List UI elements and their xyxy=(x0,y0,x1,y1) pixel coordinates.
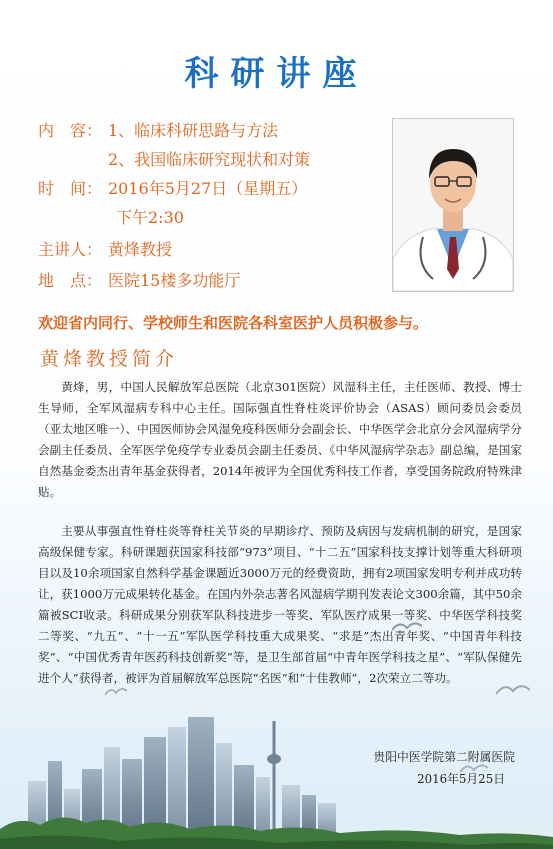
venue-label: 地 点： xyxy=(38,271,103,290)
content-row-2 xyxy=(108,147,310,173)
bio-paragraph-2: 主要从事强直性脊柱炎等脊柱关节炎的早期诊疗、预防及病因与发病机制的研究，是国家高级保健专家。科研课题获国家科技部“973”项目、“十二五”国家科技支撑计划等重大科研项目以及10余项国家自然科学基金课题近3000万元的经费资助，拥有2项国家发明专利并成功转让，获1000万元成果转化基金。在国内外杂志著名风湿病学期刊发表论文300余篇，其中50余篇被SCI收录。科研成果分别获军队科技进步一等奖、军队医疗成果一等奖、中华医学科技奖二等奖、“九五”、“十一五”军队医学科技重大成果奖、“求是”杰出青年奖、“中国青年科技奖”、“中国优秀青年医药科技创新奖”等，是卫生部首届“中青年医学科技之星”、“军队保健先进个人”获得者，被评为首届解放军总医院“名医”和“十佳教师”，2次荣立二等功。 xyxy=(38,524,522,685)
bio-paragraph-1: 黄烽，男，中国人民解放军总医院（北京301医院）风湿科主任，主任医师、教授、博士生导师，全军风湿病专科中心主任。国际强直性脊柱炎评价协会（ASAS）顾问委员会委员（亚太地区唯一）、中国医师协会风湿免疫科医师分会副会长、中华医学会北京分会风湿病学分会副主任委员、全军医学免疫学专业委员会副主任委员、《中华风湿病学杂志》副总编，是国家自然基金委杰出青年基金获得者，2014年被评为全国优秀科技工作者，享受国务院政府特殊津贴。 xyxy=(38,380,522,499)
speaker-label: 主讲人： xyxy=(38,240,103,259)
time-label: 时 间： xyxy=(38,179,103,198)
issue-date: 2016年5月25日 xyxy=(417,772,505,786)
time-date: 2016年5月27日（星期五） xyxy=(108,179,308,198)
speaker-row xyxy=(38,237,172,263)
city-skyline-illustration xyxy=(0,699,553,849)
content-row xyxy=(38,118,278,144)
content-line-2: 2、我国临床研究现状和对策 xyxy=(108,150,311,169)
time-row-2 xyxy=(116,205,184,231)
seagull-icon xyxy=(496,682,530,698)
speaker-photo xyxy=(392,118,514,292)
venue-row xyxy=(38,268,240,294)
venue-value: 医院15楼多功能厅 xyxy=(108,271,241,290)
content-line-1: 1、临床科研思路与方法 xyxy=(108,121,279,140)
seagull-icon xyxy=(392,620,422,634)
organizer: 贵阳中医学院第二附属医院 xyxy=(373,750,515,764)
welcome-banner: 欢迎省内同行、学校师生和医院各科室医护人员积极参与。 xyxy=(38,314,429,332)
poster-title: 科研讲座 xyxy=(184,54,369,94)
bio-title: 黄烽教授简介 xyxy=(40,348,179,370)
time-row xyxy=(38,176,307,202)
content-label: 内 容： xyxy=(38,121,103,140)
speaker-name: 黄烽教授 xyxy=(108,240,173,259)
seagull-icon xyxy=(105,686,127,698)
time-clock: 下午2:30 xyxy=(116,208,184,227)
